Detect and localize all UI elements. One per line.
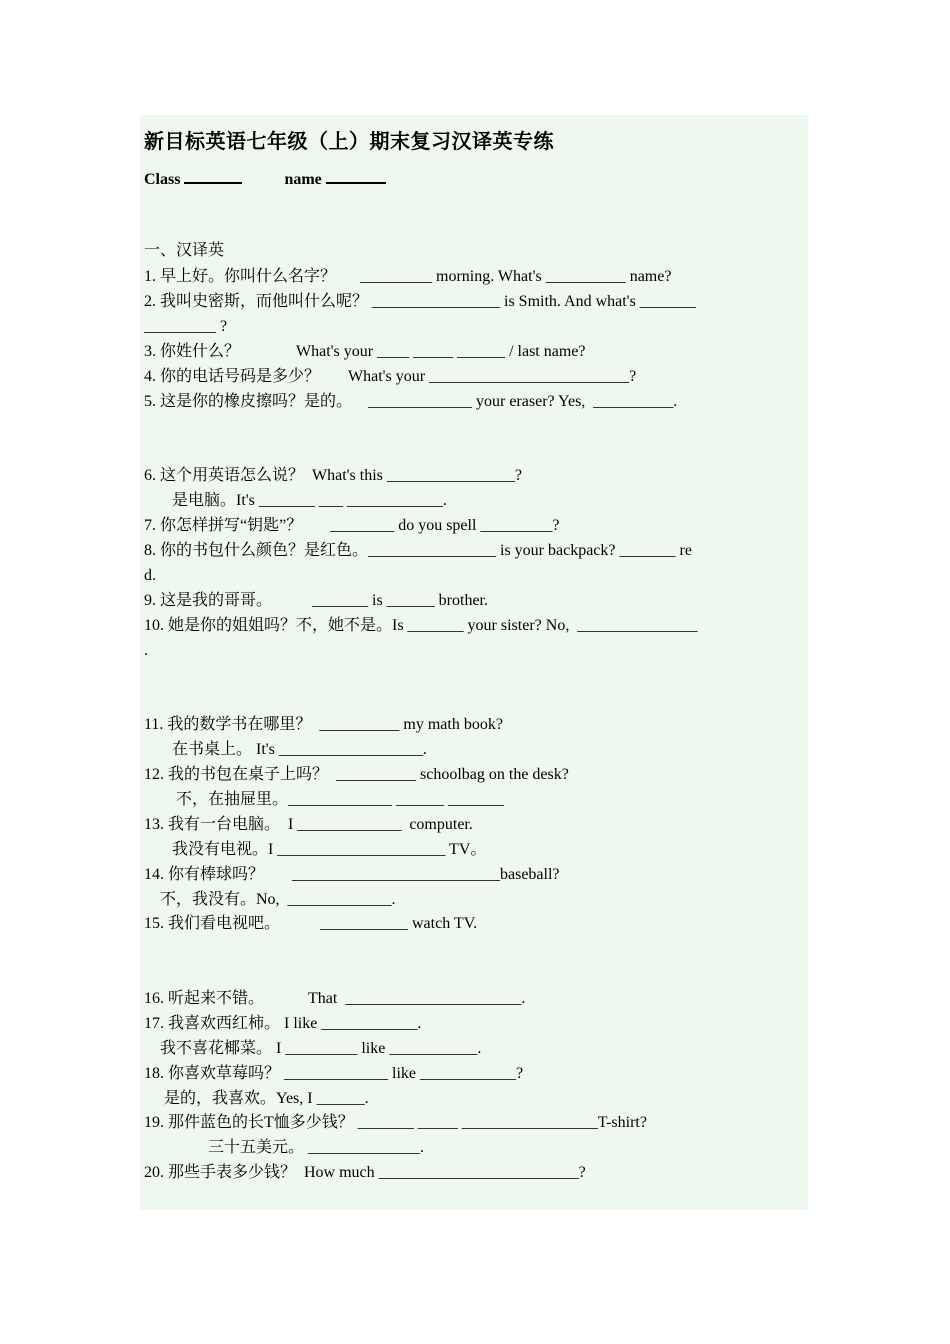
exercise-line: 是的，我喜欢。Yes, I ______. [144,1090,369,1107]
exercise-line: 8. 你的书包什么颜色？是红色。________________ is your backpack? _______ re [144,542,692,559]
name-blank[interactable] [326,168,386,184]
exercise-line: 10. 她是你的姐姐吗？不，她不是。Is _______ your sister? No, _______________ [144,617,698,634]
exercise-line: 20. 那些手表多少钱？ How much _________________________? [144,1164,586,1181]
exercise-line: 我不喜花椰菜。 I _________ like ___________. [144,1040,482,1057]
exercise-line: 13. 我有一台电脑。 I _____________ computer. [144,816,473,833]
exercise-line: 我没有电视。I _____________________ TV。 [144,841,487,858]
exercise-line: 19. 那件蓝色的长T恤多少钱？ _______ _____ _________________T-shirt? [144,1114,647,1131]
section-title: 一、汉译英 [144,242,225,259]
exercise-line: 3. 你姓什么？ What's your ____ _____ ______ / last name? [144,343,586,360]
exercise-line: 2. 我叫史密斯，而他叫什么呢？ ________________ is Smith. And what's _______ [144,293,696,310]
exercise-line: 12. 我的书包在桌子上吗？ __________ schoolbag on the desk? [144,766,569,783]
class-name-line [144,168,386,189]
exercise-line: 18. 你喜欢草莓吗？ _____________ like ____________? [144,1065,524,1082]
exercise-line: 11. 我的数学书在哪里？ __________ my math book? [144,716,503,733]
name-label: name [284,171,322,188]
exercise-line: 16. 听起来不错。 That ______________________. [144,990,526,1007]
class-blank[interactable] [184,168,242,184]
exercise-line: 三十五美元。 ______________. [144,1139,425,1156]
exercise-line: d. [144,567,156,584]
exercise-line: 6. 这个用英语怎么说？ What's this ________________? [144,467,522,484]
exercise-line: 14. 你有棒球吗？ __________________________baseball? [144,866,560,883]
class-label: Class [144,171,181,188]
page-title: 新目标英语七年级（上）期末复习汉译英专练 [144,129,554,153]
exercise-line: 在书桌上。 It's __________________. [144,741,427,758]
exercise-line: _________ ? [144,318,228,335]
exercise-line: 4. 你的电话号码是多少？ What's your _________________________? [144,368,637,385]
exercise-line: 17. 我喜欢西红柿。 I like ____________. [144,1015,422,1032]
exercise-line: 不，在抽屉里。_____________ ______ _______ [144,791,505,808]
exercise-line: 是电脑。It's _______ ___ ____________. [144,492,447,509]
exercise-line: 5. 这是你的橡皮擦吗？是的。 _____________ your eraser? Yes, __________. [144,393,678,410]
exercise-line: 15. 我们看电视吧。 ___________ watch TV. [144,915,478,932]
exercise-line: 9. 这是我的哥哥。 _______ is ______ brother. [144,592,488,609]
exercise-line: 7. 你怎样拼写“钥匙”？ ________ do you spell _________? [144,517,560,534]
exercise-line: 1. 早上好。你叫什么名字？ _________ morning. What's __________ name? [144,268,672,285]
exercise-line: . [144,642,148,659]
exercise-line: 不，我没有。No, _____________. [144,891,396,908]
